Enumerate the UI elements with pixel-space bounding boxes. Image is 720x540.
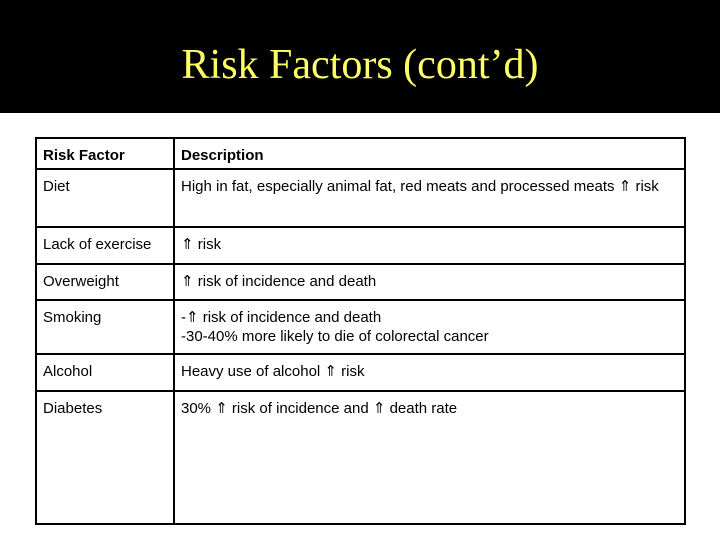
table-row — [36, 169, 685, 227]
description-line: -⇑ risk of incidence and death — [181, 309, 382, 326]
slide-content — [0, 113, 720, 540]
header-risk-factor: Risk Factor — [36, 138, 174, 169]
title-bar — [0, 0, 720, 113]
table-row — [36, 300, 685, 354]
header-description: Description — [174, 138, 685, 169]
risk-factor-cell: Diabetes — [36, 391, 174, 524]
risk-factor-cell: Overweight — [36, 264, 174, 300]
table-row — [36, 227, 685, 264]
risk-factor-cell: Diet — [36, 169, 174, 227]
table-row — [36, 354, 685, 391]
description-line: -30-40% more likely to die of colorectal cancer — [181, 328, 489, 345]
description-cell — [174, 227, 685, 264]
description-line: 30% ⇑ risk of incidence and ⇑ death rate — [181, 400, 458, 417]
description-line: ⇑ risk — [181, 236, 222, 253]
slide-title: Risk Factors (cont’d) — [181, 41, 539, 88]
description-cell — [174, 300, 685, 354]
description-line: ⇑ risk of incidence and death — [181, 273, 377, 290]
description-cell — [174, 354, 685, 391]
table-row — [36, 391, 685, 524]
description-cell — [174, 264, 685, 300]
table-header-row — [36, 138, 685, 169]
risk-factor-cell: Alcohol — [36, 354, 174, 391]
risk-factors-table — [35, 137, 686, 525]
description-cell — [174, 169, 685, 227]
description-line: Heavy use of alcohol ⇑ risk — [181, 363, 365, 380]
risk-factor-cell: Smoking — [36, 300, 174, 354]
risk-factor-cell: Lack of exercise — [36, 227, 174, 264]
description-line: High in fat, especially animal fat, red meats and processed meats ⇑ risk — [181, 178, 659, 195]
description-cell — [174, 391, 685, 524]
table-row — [36, 264, 685, 300]
